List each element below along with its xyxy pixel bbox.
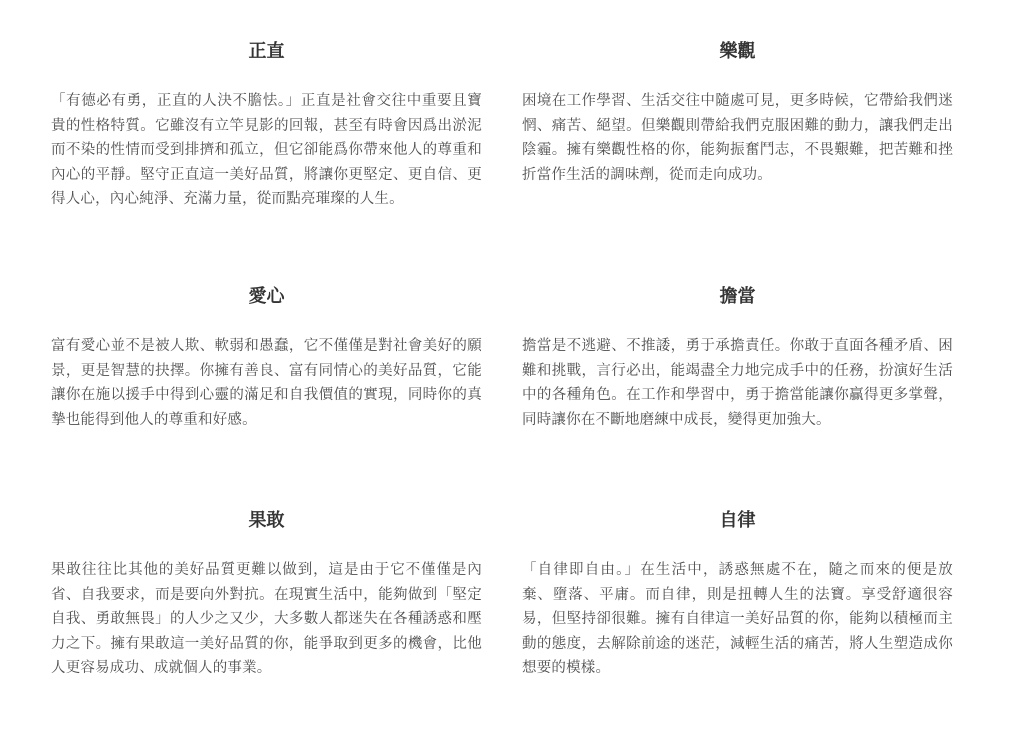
trait-description: 困境在工作學習、生活交往中隨處可見，更多時候，它帶給我們迷惘、痛苦、絕望。但樂觀則帶給我們克服困難的動力，讓我們走出陰霾。擁有樂觀性格的你，能夠振奮鬥志，不畏艱難，把苦難和挫折當作生活的調味劑，從而走向成功。 [522,93,953,183]
trait-description: 「有德必有勇，正直的人決不膽怯。」正直是社會交往中重要且寶貴的性格特質。它雖沒有立竿見影的回報，甚至有時會因爲出淤泥而不染的性情而受到排擠和孤立，但它卻能爲你帶來他人的尊重和內心的平靜。堅守正直這一美好品質，將讓你更堅定、更自信、更得人心，內心純淨、充滿力量，從而點亮璀璨的人生。 [51,93,482,207]
trait-card-self-discipline [522,509,953,739]
trait-card-kindness [51,285,482,509]
trait-card-integrity [51,40,482,285]
traits-grid [51,40,953,739]
trait-card-optimism [522,40,953,285]
trait-title: 愛心 [248,286,285,307]
trait-title: 正直 [248,41,285,62]
trait-description: 富有愛心並不是被人欺、軟弱和愚蠢，它不僅僅是對社會美好的願景，更是智慧的抉擇。你擁有善良、富有同情心的美好品質，它能讓你在施以援手中得到心靈的滿足和自我價值的實現，同時你的真摯也能得到他人的尊重和好感。 [51,338,482,428]
trait-description: 果敢往往比其他的美好品質更難以做到，這是由于它不僅僅是內省、自我要求，而是要向外對抗。在現實生活中，能夠做到「堅定自我、勇敢無畏」的人少之又少，大多數人都迷失在各種誘惑和壓力之下。擁有果敢這一美好品質的你，能爭取到更多的機會，比他人更容易成功、成就個人的事業。 [51,562,482,676]
trait-card-responsibility [522,285,953,509]
trait-title: 擔當 [719,286,756,307]
trait-title: 果敢 [248,510,285,531]
trait-title: 樂觀 [719,41,756,62]
trait-description: 擔當是不逃避、不推諉，勇于承擔責任。你敢于直面各種矛盾、困難和挑戰，言行必出，能竭盡全力地完成手中的任務，扮演好生活中的各種角色。在工作和學習中，勇于擔當能讓你贏得更多掌聲，同時讓你在不斷地磨練中成長，變得更加強大。 [522,338,953,428]
trait-title: 自律 [719,510,756,531]
trait-card-decisiveness [51,509,482,739]
trait-description: 「自律即自由。」在生活中，誘惑無處不在，隨之而來的便是放棄、墮落、平庸。而自律，則是扭轉人生的法寶。享受舒適很容易，但堅持卻很難。擁有自律這一美好品質的你，能夠以積極而主動的態度，去解除前途的迷茫，減輕生活的痛苦，將人生塑造成你想要的模樣。 [522,562,953,676]
